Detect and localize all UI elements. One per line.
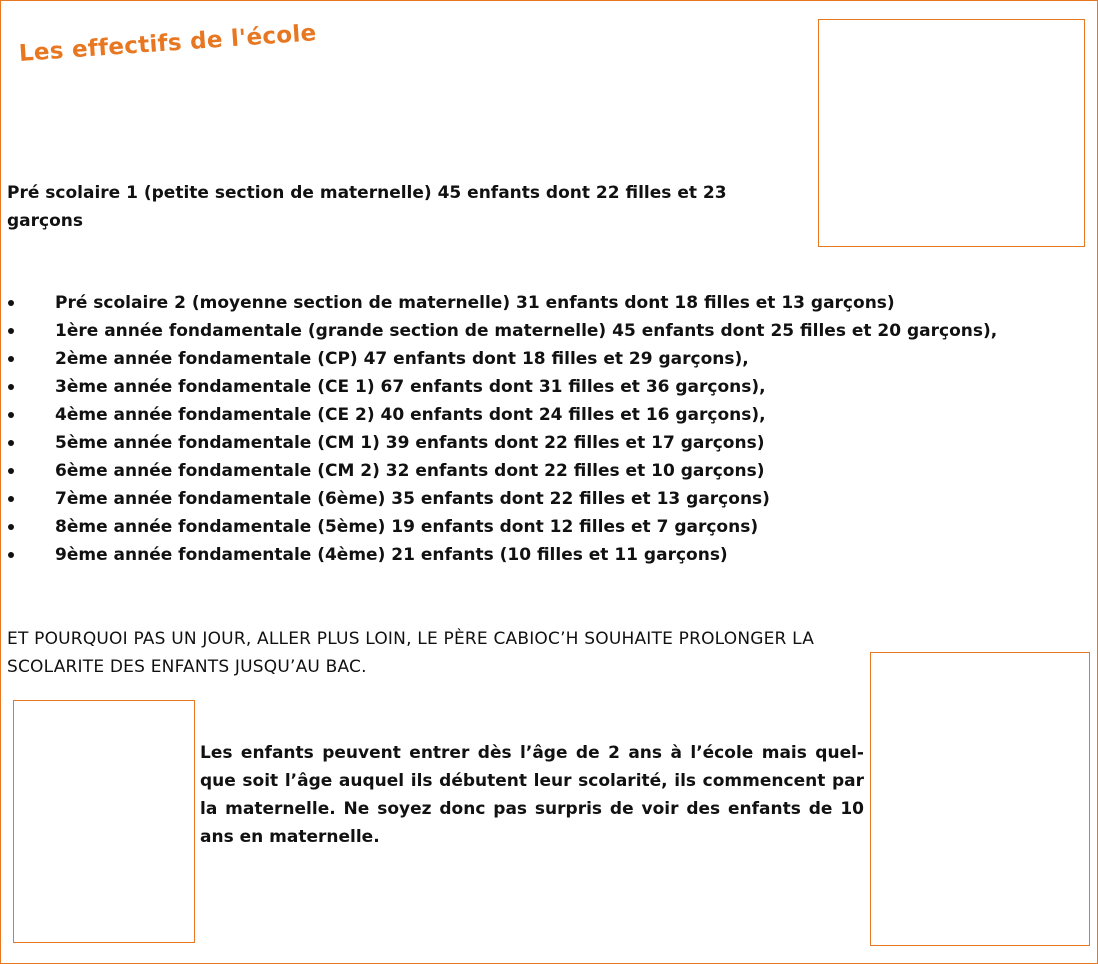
list-item-text: Pré scolaire 2 (moyenne section de maternelle) 31 enfants dont 18 filles et 13 garçons) [55,293,895,313]
list-item-text: 6ème année fondamentale (CM 2) 32 enfants dont 22 filles et 10 garçons) [55,461,765,481]
photo-frame-bottom-left [13,700,195,943]
list-item [1,485,997,513]
list-item [1,401,997,429]
photo-frame-top-right [818,19,1085,247]
bullet-dot-icon [8,552,14,558]
bullet-dot-icon [8,496,14,502]
list-item-text: 5ème année fondamentale (CM 1) 39 enfants dont 22 filles et 17 garçons) [55,433,765,453]
list-item [1,317,997,345]
list-item-text: 9ème année fondamentale (4ème) 21 enfants (10 filles et 11 garçons) [55,545,728,565]
bullet-dot-icon [8,524,14,530]
bullet-dot-icon [8,440,14,446]
list-item [1,289,997,317]
bullet-dot-icon [8,384,14,390]
bullet-dot-icon [8,328,14,334]
bullet-dot-icon [8,356,14,362]
list-item-text: 3ème année fondamentale (CE 1) 67 enfants dont 31 filles et 36 garçons), [55,377,766,397]
page-title: Les effectifs de l'école [18,20,318,67]
closing-statement: ET POURQUOI PAS UN JOUR, ALLER PLUS LOIN, LE PÈRE CABIOC’H SOUHAITE PROLONGER LA SCOLARITE DES ENFANTS JUSQU’AU BAC. [7,629,815,677]
list-item-text: 1ère année fondamentale (grande section de maternelle) 45 enfants dont 25 filles et 20 garçons), [55,321,998,341]
list-item-text: 4ème année fondamentale (CE 2) 40 enfants dont 24 filles et 16 garçons), [55,405,766,425]
list-item [1,429,997,457]
list-item [1,513,997,541]
bullet-dot-icon [8,468,14,474]
photo-frame-bottom-right [870,652,1090,946]
list-item [1,541,997,569]
bullet-dot-icon [8,300,14,306]
list-item-text: 2ème année fondamentale (CP) 47 enfants dont 18 filles et 29 garçons), [55,349,749,369]
list-item [1,457,997,485]
list-item-text: 8ème année fondamentale (5ème) 19 enfants dont 12 filles et 7 garçons) [55,517,759,537]
list-item [1,345,997,373]
class-enrollment-list [1,289,997,569]
intro-paragraph: Pré scolaire 1 (petite section de maternelle) 45 enfants dont 22 filles et 23 garçons [7,183,727,231]
bullet-dot-icon [8,412,14,418]
list-item-text: 7ème année fondamentale (6ème) 35 enfants dont 22 filles et 13 garçons) [55,489,770,509]
list-item [1,373,997,401]
note-paragraph: Les enfants peuvent entrer dès l’âge de 2 ans à l’école mais quel-que soit l’âge auquel ils débutent leur scolarité, ils commencent par la maternelle. Ne soyez donc pas surpris de voir des enfants de 10 ans en maternelle. [200,743,864,847]
